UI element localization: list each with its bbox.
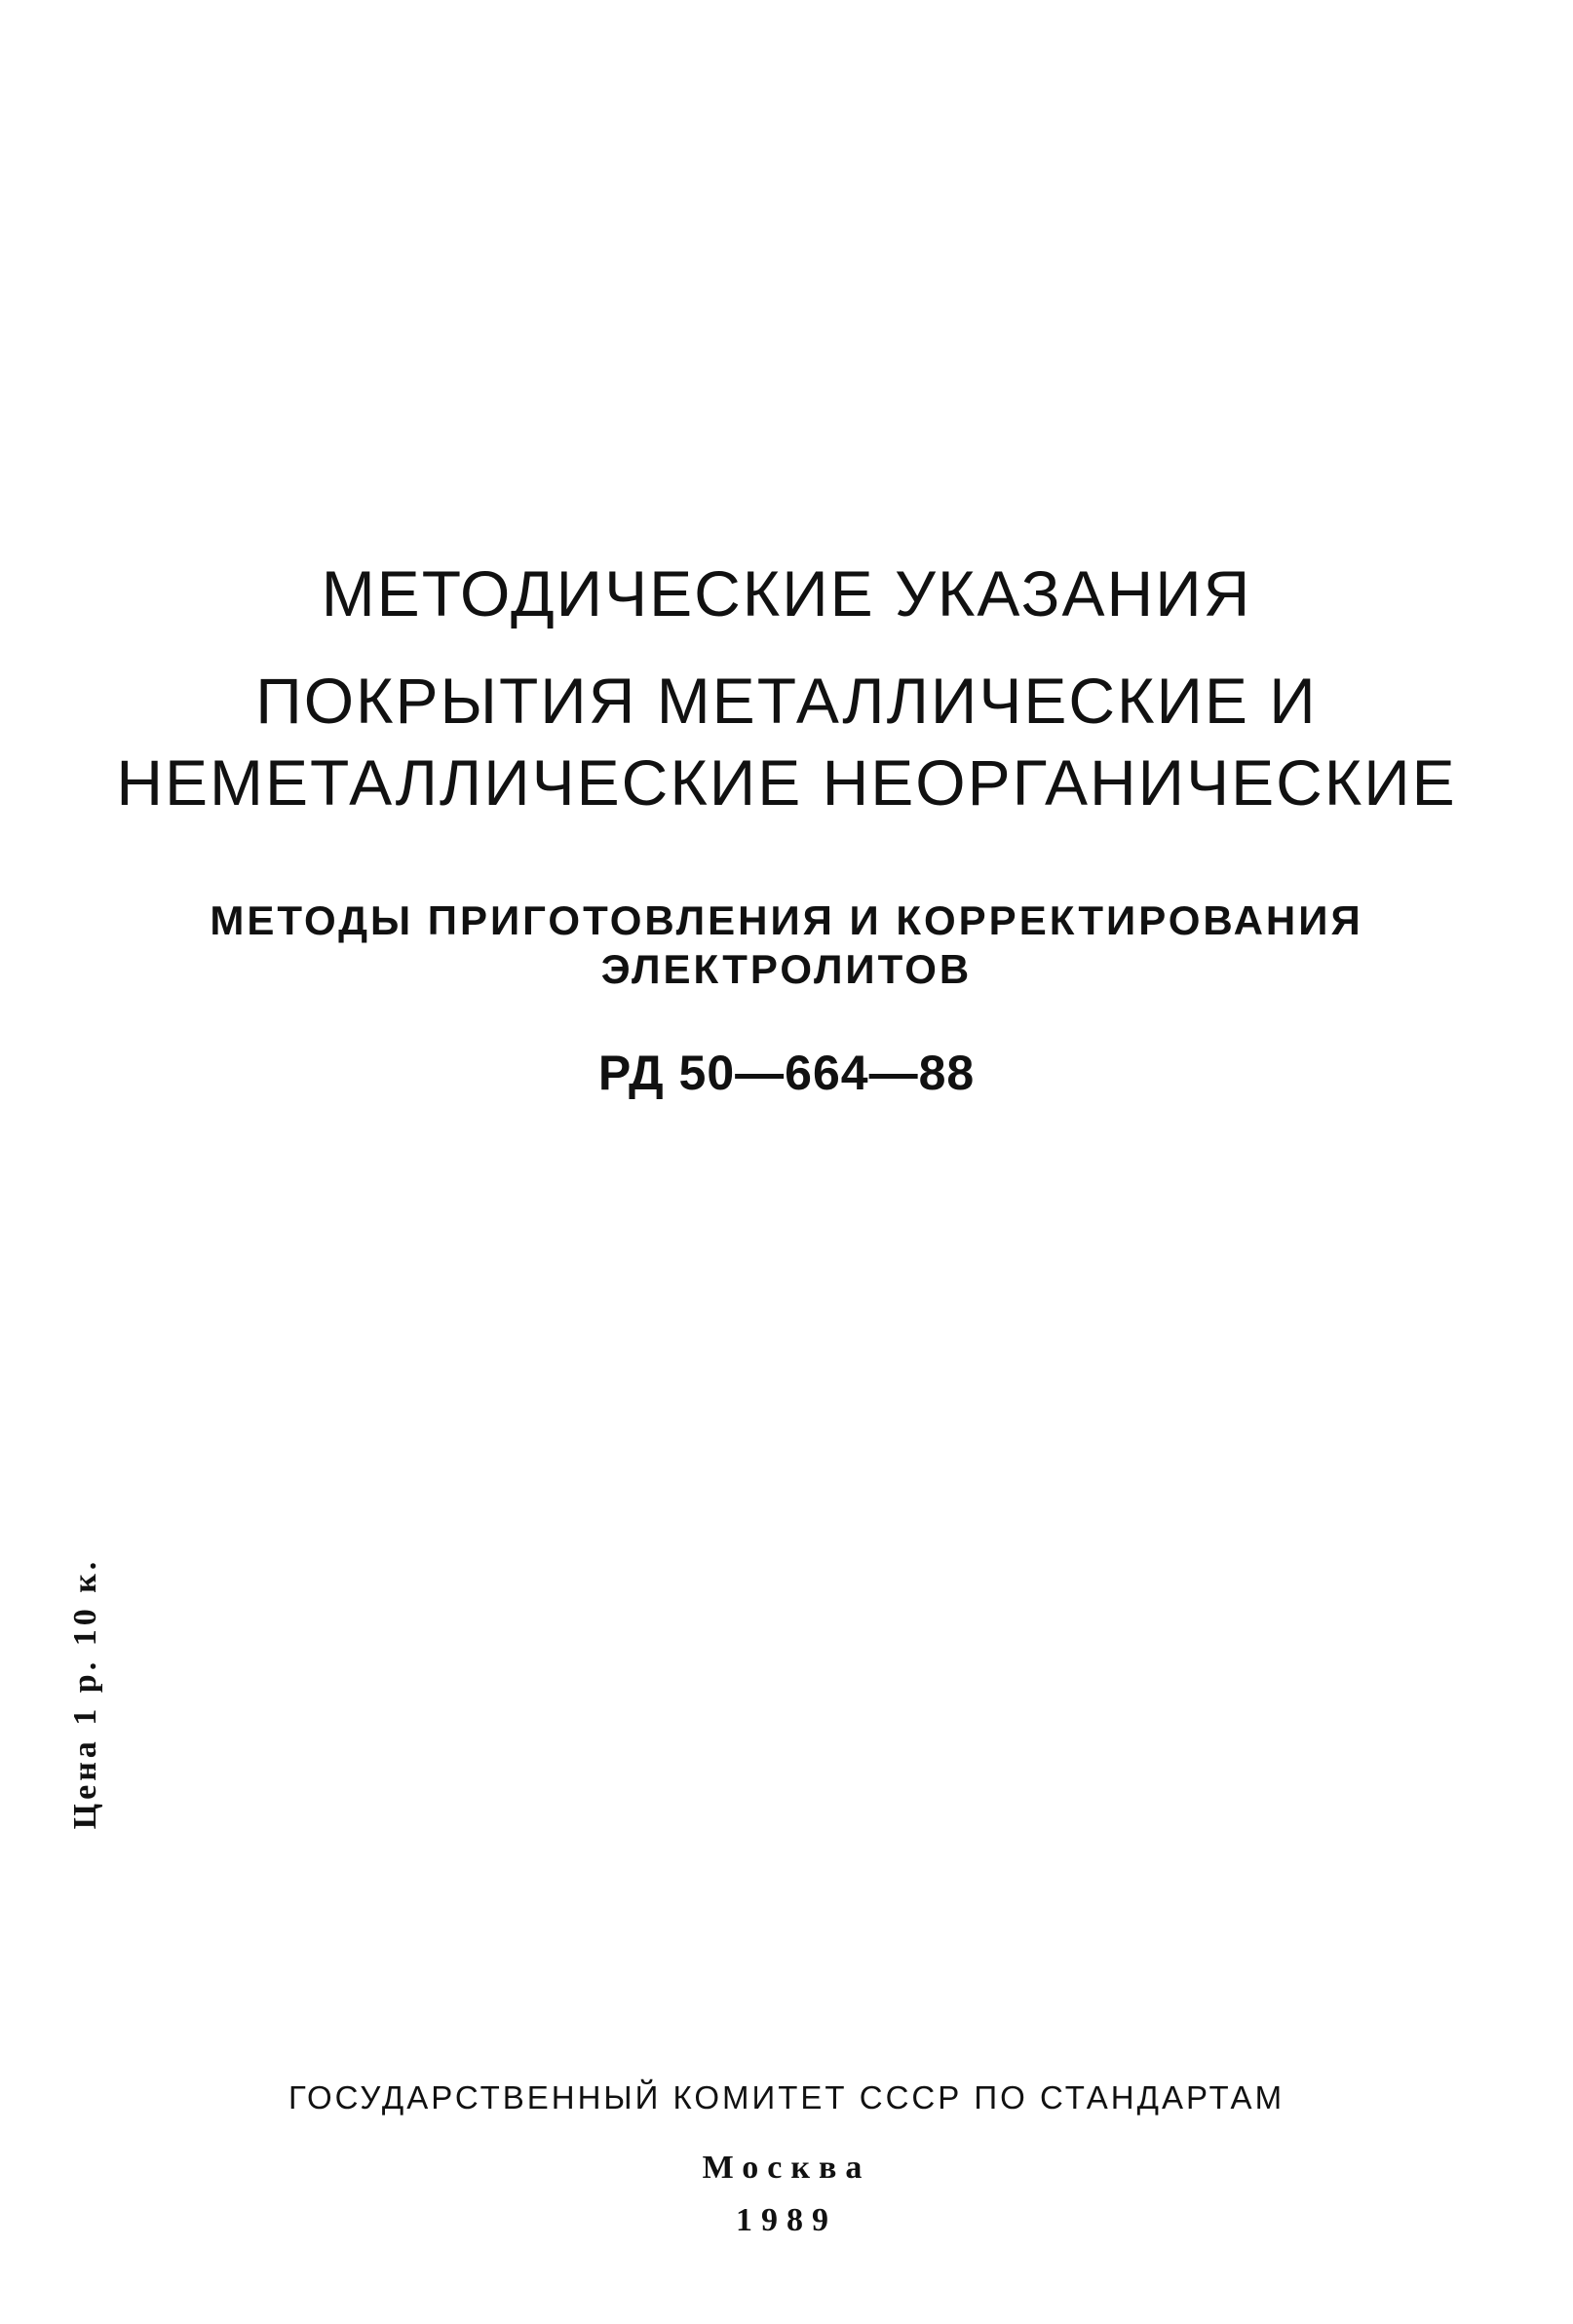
document-type: МЕТОДИЧЕСКИЕ УКАЗАНИЯ: [321, 557, 1252, 629]
publisher-name: ГОСУДАРСТВЕННЫЙ КОМИТЕТ СССР ПО СТАНДАРТАМ: [288, 2079, 1285, 2115]
document-subtitle-line-2: ЭЛЕКТРОЛИТОВ: [600, 946, 973, 992]
publication-city: Москва: [702, 2150, 871, 2186]
publication-year: 1989: [736, 2202, 837, 2238]
document-title-line-2: НЕМЕТАЛЛИЧЕСКИЕ НЕОРГАНИЧЕСКИЕ: [116, 746, 1457, 819]
document-subtitle-line-1: МЕТОДЫ ПРИГОТОВЛЕНИЯ И КОРРЕКТИРОВАНИЯ: [210, 897, 1363, 943]
price-text: Цена 1 р. 10 к.: [67, 1557, 103, 1830]
document-code: РД 50—664—88: [597, 1046, 976, 1100]
price-label: [60, 1421, 111, 1966]
document-title-line-1: ПОКРЫТИЯ МЕТАЛЛИЧЕСКИЕ И: [255, 665, 1318, 737]
